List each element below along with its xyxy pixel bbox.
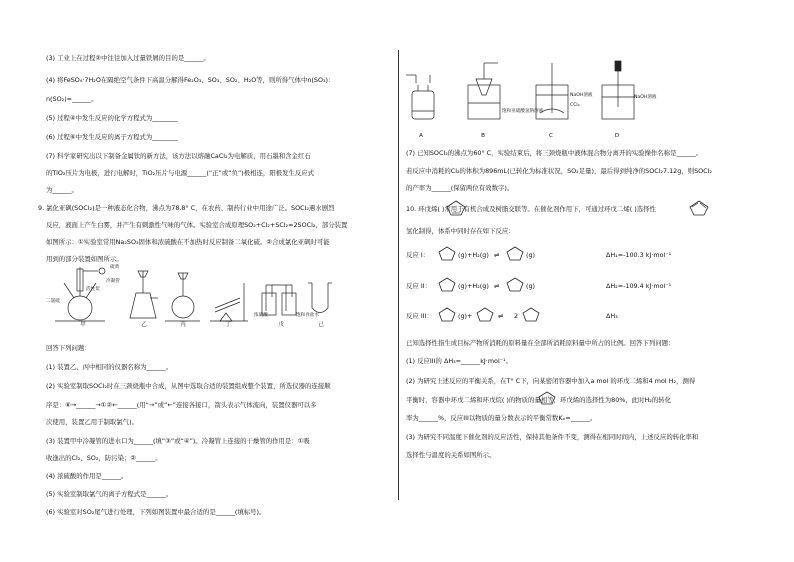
reaction-1-dh: ΔH₁=-100.3 kJ·mol⁻¹ [606, 251, 672, 259]
q9-2-cont: 序是：⑥→______→①②←______(用“→”或“←”连接各接口，箭头表示气体流向，装置仪器可以多 [46, 401, 317, 409]
apparatus-label-yi: 乙 [141, 322, 147, 328]
question-5: (5) 过程④中发生反应的化学方程式为________ [46, 114, 178, 122]
reaction-3-arrow: ⇌ [498, 312, 504, 320]
q10-3-cont: 选择性与温度的关系如图所示。 [406, 451, 496, 459]
question-3: (3) 工业上在过程②中往往加入过量铁屑的目的是______。 [46, 54, 210, 62]
q10-2-cont2: 率为______%，反应III以物质的量分数表示的平衡常数Kₓ=______。 [406, 414, 597, 422]
label-h2so4: 浓硫酸 [254, 313, 268, 318]
reaction-2-mid: (g)+H₂(g) [458, 282, 489, 290]
cyclopentene-icon [446, 200, 466, 216]
q10-2: (2) 为研究上述反应的平衡关系，在T° C下，向某密闭容器中加入a mol 的环戊二烯和4 mol H₂，测得 [406, 377, 696, 385]
reaction-1-arrow: ⇌ [494, 251, 500, 259]
reaction-1-mid: (g)+H₂(g) [458, 251, 489, 259]
q9-5: (5) 实验室制取氯气的离子方程式是______。 [46, 490, 173, 498]
q9-6: (6) 实验室对SO₂尾气进行处理，下列如图装置中最合适的是______(填标号)。 [46, 508, 266, 516]
q9-7-cont2: 的产率为______(保留两位有效数字)。 [406, 184, 514, 192]
apparatus-d: D [614, 133, 620, 139]
q10-3: (3) 为研究不同温度下催化剂的反应活性，保持其他条件不变，测得在相同时间内，上述反应的转化率和 [406, 433, 699, 441]
q9-1: (1) 装置乙、丙中相同的仪器名称为______。 [46, 363, 173, 371]
cyclopentane-r2-icon [506, 277, 524, 292]
label-sulfur: 硫黄 [110, 265, 120, 270]
apparatus-label-ji: 己 [318, 322, 324, 328]
column-divider [398, 50, 399, 500]
label-scl2: 二氯硫 [46, 299, 60, 304]
q9-3: (3) 装置甲中冷凝管的进水口为______(填“③”或“④”)。冷凝管上连接的干燥管的作用是：①吸 [46, 437, 310, 445]
answer-prompt: 回答下列问题： [46, 344, 91, 352]
reaction-3-right: 2 [514, 312, 519, 320]
reaction-1-label: 反应 I： [406, 251, 430, 259]
q9-3-cont: 收逸出的Cl₂、SO₂，防污染；②______。 [46, 454, 162, 462]
reaction-1-right: (g) [526, 251, 536, 259]
label-ccl4: CCl₄ [570, 103, 580, 108]
q9-7-cont: 若反应中消耗的Cl₂的体积为896mL(已转化为标准状况，SO₂足量)，最后得到纯净的SOCl₂7.12g，则SOCl₂ [406, 167, 712, 175]
question-7: (7) 科学家研究出以下制备金属钛的新方法，该方法以熔融CaCl₂为电解质，用石墨和含金红石 [46, 152, 311, 160]
reaction-2-arrow: ⇌ [494, 282, 500, 290]
tail-gas-apparatus [406, 55, 656, 135]
q10-2-cont: 平衡时，容器中环戊二烯和环戊烷( )的物质的量相等，环戊烯的选择性为80%，此时H₂的转化 [406, 396, 672, 404]
question-4-cont: n(SO₂)=______。 [46, 95, 98, 103]
q9-2: (2) 实验室制取SOCl₂时在三颈烧瓶中合成，从图中选取合适的装置组成整个装置，所选仪器的连接顺 [46, 382, 331, 390]
problem-9-text3: 用到的部分装置如图所示。 [46, 255, 123, 263]
label-carbon: 活性炭 [86, 287, 100, 292]
cyclopentane-r3-icon [476, 307, 494, 322]
cyclopentene-r2-icon [438, 277, 456, 292]
problem-10-text: 氢化制得，体系中同时存在如下反应： [406, 227, 515, 235]
reaction-2-right: (g) [526, 282, 536, 290]
apparatus-label-jia: 甲 [80, 322, 86, 328]
reaction-3-dh: ΔH₃ [606, 312, 618, 320]
q9-4: (4) 浓硫酸的作用是______。 [46, 472, 128, 480]
cyclopentene-r1-icon [506, 246, 524, 261]
label-condenser: 冷凝管 [106, 279, 120, 284]
apparatus-c: C [549, 133, 553, 139]
label-nacl: 饱和食盐水 [296, 313, 319, 318]
question-4: (4) 将FeSO₄·7H₂O在隔绝空气条件下高温分解得Fe₂O₃、SO₃、SO₂、H₂O等，则所得气体中n(SO₃)： [46, 76, 335, 84]
q9-7: (7) 已知SOCl₂的沸点为60° C，实验结束后，将三颈烧瓶中液体混合物分离开的实验操作名称是______。 [406, 149, 703, 157]
question-7-cont2: 为______。 [46, 186, 78, 194]
apparatus-label-bing: 丙 [180, 322, 186, 328]
apparatus-label-wu: 戊 [278, 322, 284, 328]
selectivity-def: 已知选择性指生成目标产物所消耗的原料量在全部所消耗原料量中所占的比例。回答下列问题： [406, 339, 675, 347]
reaction-3-mid: (g)+ [458, 312, 473, 320]
question-6: (6) 过程⑥中发生反应的离子方程式为________ [46, 133, 178, 141]
apparatus-a: A [419, 133, 423, 139]
reaction-3-label: 反应 III： [406, 312, 433, 320]
problem-9-intro: 9. 氯化亚砜(SOCl₂)是一种液态化合物，沸点为78.8° C，在农药、制药行业中用途广泛。SOCl₂遇水剧烈 [38, 204, 335, 212]
cyclopentane-q-icon [538, 391, 556, 405]
reaction-2-dh: ΔH₂=-109.4 kJ·mol⁻¹ [606, 282, 672, 290]
label-naoh-c: NaOH溶液 [570, 93, 593, 98]
cyclopentadiene-r1-icon [438, 246, 456, 261]
cyclopentadiene-icon [689, 200, 709, 216]
reaction-2-label: 反应 II： [406, 282, 431, 290]
label-nahso3: 饱和亚硫酸氢钠溶液 [502, 109, 544, 114]
cyclopentadiene-r3-icon [438, 307, 456, 322]
apparatus-b: B [481, 133, 485, 139]
q9-2-cont2: 次使用，装置乙用于制取氯气)。 [46, 418, 138, 426]
apparatus-label-ding: 丁 [225, 322, 231, 328]
problem-9-text2: 如图所示：①实验室常用Na₂SO₃固体和浓硫酸在不加热时反应制备二氧化硫。②合成氯化亚砜时可能 [46, 238, 330, 246]
q10-1: (1) 反应III的 ΔH₃=______kJ·mol⁻¹。 [406, 357, 513, 365]
question-7-cont: 的TiO₂压片为电极，进行电解时，TiO₂压片与电源______(“正”或“负”)极相连，阳极发生反应式 [46, 169, 315, 177]
problem-9-text: 反应，液面上产生白雾，并产生有刺激性气味的气体。实验室合成原理SO₂+Cl₂+SCl₂=2SOCl₂，部分装置 [46, 221, 348, 229]
label-naoh-d: NaOH溶液 [634, 95, 657, 100]
cyclopentene-r3-icon [522, 307, 540, 322]
problem-10-intro: 10. 环戊烯( )常用于有机合成及树脂交联等。在催化剂作用下，可通过环戊二烯( )选择性 [406, 205, 656, 213]
